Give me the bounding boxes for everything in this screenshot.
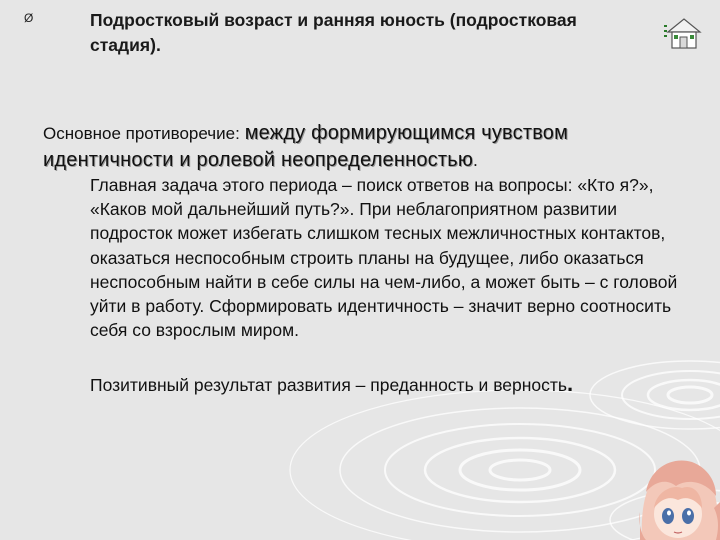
main-task-paragraph: Главная задача этого периода – поиск ответов на вопросы: «Кто я?», «Каков мой дальнейший путь?». При неблагоприятном развитии подросток может избегать слишком тесных межличностных контактов, оказаться неспособным строить планы на будущее, либо оказаться неспособным найти в себе силы на чем-либо, а может быть – с головой уйти в работу. Сформировать идентичность – значит верно соотносить себя со взрослым миром. (90, 175, 678, 341)
main-contradiction (43, 120, 683, 173)
slide-title: Подростковый возраст и ранняя юность (подростковая стадия). (90, 10, 577, 55)
anime-girl-illustration (636, 452, 720, 540)
positive-result (90, 372, 690, 397)
bullet-arrow-icon: Ø (24, 11, 34, 25)
positive-result-period: . (567, 371, 574, 396)
contradiction-statement: между формирующимся чувством идентичности и ролевой неопределенностью (43, 122, 569, 171)
contradiction-period: . (473, 150, 478, 170)
positive-result-text: Позитивный результат развития – преданность и верность (90, 375, 568, 395)
contradiction-label: Основное противоречие: (43, 124, 240, 143)
home-icon[interactable] (664, 16, 704, 50)
